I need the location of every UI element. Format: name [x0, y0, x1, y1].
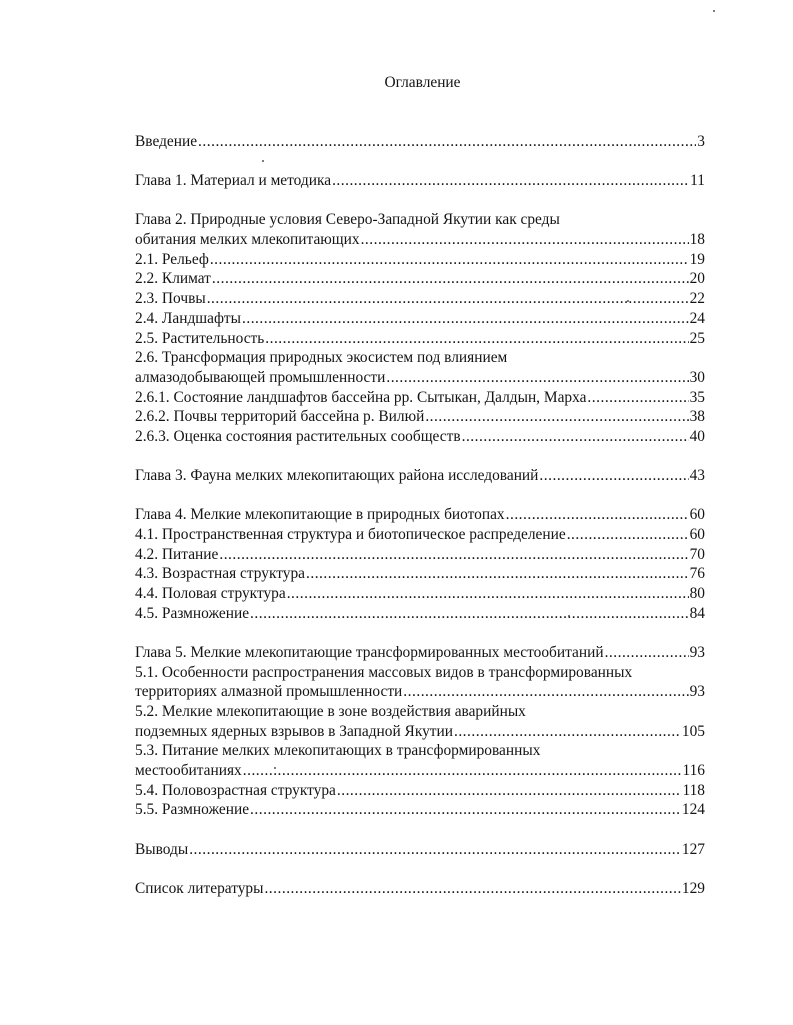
- toc-page-number: 20: [689, 270, 705, 288]
- toc-entry-text: Глава 2. Природные условия Северо-Западной Якутии как среды: [135, 211, 560, 229]
- toc-entry-text: 2.6. Трансформация природных экосистем под влиянием: [135, 349, 508, 367]
- toc-dot-leader: [306, 564, 689, 584]
- toc-page-number: 60: [689, 506, 705, 524]
- toc-entry-text: 4.2. Питание: [135, 545, 219, 563]
- toc-dot-leader: [207, 289, 689, 309]
- toc-page-number: 93: [689, 683, 705, 701]
- toc-entry-text: 5.3. Питание мелких млекопитающих в трансформированных: [135, 742, 541, 760]
- toc-dot-leader: [219, 545, 688, 565]
- toc-entry: [135, 132, 705, 152]
- section-gap: [135, 152, 705, 172]
- toc-page-number: 19: [689, 250, 705, 268]
- toc-entry-text: 5.1. Особенности распространения массовых видов в трансформированных: [135, 663, 633, 681]
- toc-entry-text: Список литературы: [135, 879, 264, 897]
- toc-page-number: 129: [681, 879, 705, 897]
- toc-entry-text: Выводы: [135, 840, 189, 858]
- toc-page-number: 3: [697, 133, 705, 150]
- toc-entry: [135, 388, 705, 408]
- section-gap: [135, 447, 705, 467]
- toc-entry-text: 2.6.1. Состояние ландшафтов бассейна рр. Сытыкан, Далдын, Марха: [135, 388, 587, 406]
- toc-page-number: 116: [682, 762, 705, 780]
- toc-page-number: 43: [689, 467, 705, 485]
- toc-entry: [135, 663, 705, 683]
- toc-entry: [135, 702, 705, 722]
- toc-page-number: 60: [689, 526, 705, 543]
- toc-dot-leader: [506, 505, 689, 525]
- toc-page-number: 127: [681, 840, 705, 858]
- section-gap: [135, 623, 705, 643]
- toc-entry-text: 2.1. Рельеф: [135, 250, 209, 268]
- toc-entry: [135, 348, 705, 368]
- toc-page-number: 22: [689, 290, 705, 308]
- toc-dot-leader: [425, 407, 688, 427]
- toc-page-number: 84: [689, 604, 705, 622]
- toc-page-number: 80: [689, 585, 705, 603]
- toc-dot-leader: [250, 800, 681, 820]
- toc-entry: [135, 466, 705, 486]
- toc-dot-leader: [264, 879, 680, 899]
- toc-entry: [135, 840, 705, 860]
- toc-dot-leader: [210, 250, 689, 270]
- toc-entry-text: Глава 4. Мелкие млекопитающие в природных биотопах: [135, 506, 505, 524]
- scan-speck: [274, 767, 276, 769]
- scan-speck: [568, 615, 570, 617]
- toc-entry-text: 2.5. Растительность: [135, 329, 265, 347]
- toc-entry: [135, 525, 705, 545]
- scan-speck: [627, 300, 629, 302]
- toc-dot-leader: [454, 722, 681, 742]
- toc-entry-text: 2.4. Ландшафты: [135, 309, 241, 327]
- toc-page-number: 40: [689, 427, 705, 445]
- toc-entry-text: 4.5. Размножение: [135, 604, 250, 622]
- toc-entry: [135, 309, 705, 329]
- toc-dot-leader: [605, 643, 689, 663]
- toc-dot-leader: [242, 309, 689, 329]
- toc-entry: [135, 368, 705, 388]
- toc-page-number: 30: [689, 368, 705, 386]
- toc-entry: [135, 210, 705, 230]
- toc-entry-text: 4.4. Половая структура: [135, 585, 286, 603]
- toc-page-number: 70: [689, 545, 705, 563]
- toc-dot-leader: [567, 525, 689, 545]
- toc-dot-leader: [243, 761, 682, 781]
- toc-entry-text: подземных ядерных взрывов в Западной Якутии: [135, 722, 453, 740]
- toc-page-number: 105: [681, 722, 705, 740]
- toc-entry: [135, 584, 705, 604]
- toc-page-number: 35: [689, 388, 705, 406]
- toc-entry-text: 2.6.3. Оценка состояния растительных сообществ: [135, 427, 461, 445]
- toc-dot-leader: [587, 388, 688, 408]
- toc-dot-leader: [539, 466, 688, 486]
- toc-entry: [135, 427, 705, 447]
- toc-dot-leader: [332, 171, 689, 191]
- section-gap: [135, 859, 705, 879]
- toc-entry-text: Введение: [135, 133, 198, 150]
- toc-entry: [135, 250, 705, 270]
- toc-entry-text: местообитаниях: [135, 762, 242, 780]
- toc-entry-text: 2.2. Климат: [135, 270, 211, 288]
- toc-entry-text: 5.2. Мелкие млекопитающие в зоне воздействия аварийных: [135, 703, 526, 720]
- toc-dot-leader: [287, 584, 689, 604]
- toc-page-number: 18: [689, 231, 705, 249]
- toc-dot-leader: [250, 604, 689, 624]
- toc-entry: [135, 289, 705, 309]
- toc-dot-leader: [212, 269, 689, 289]
- toc-dot-leader: [198, 132, 696, 152]
- toc-entry: [135, 800, 705, 820]
- table-of-contents: [135, 132, 705, 899]
- toc-entry-text: Глава 1. Материал и методика: [135, 172, 332, 190]
- toc-entry-text: 5.5. Размножение: [135, 801, 250, 819]
- toc-entry: [135, 407, 705, 427]
- toc-page-number: 24: [689, 309, 705, 327]
- toc-entry-text: Глава 3. Фауна мелких млекопитающих района исследований: [135, 467, 539, 485]
- toc-dot-leader: [403, 682, 688, 702]
- toc-dot-leader: [265, 329, 688, 349]
- toc-entry-text: 2.3. Почвы: [135, 290, 206, 308]
- toc-entry: [135, 781, 705, 801]
- toc-entry: [135, 329, 705, 349]
- toc-entry: [135, 230, 705, 250]
- toc-entry-text: 4.3. Возрастная структура: [135, 565, 306, 583]
- page-title: Оглавление: [384, 74, 461, 91]
- toc-entry-text: 4.1. Пространственная структура и биотопическое распределение: [135, 526, 566, 543]
- toc-entry: [135, 171, 705, 191]
- section-gap: [135, 191, 705, 211]
- toc-entry: [135, 761, 705, 781]
- section-gap: [135, 820, 705, 840]
- toc-entry: [135, 564, 705, 584]
- toc-entry: [135, 879, 705, 899]
- toc-page-number: 118: [682, 781, 705, 799]
- toc-entry-text: 2.6.2. Почвы территорий бассейна р. Вилюй: [135, 408, 425, 426]
- toc-dot-leader: [361, 230, 689, 250]
- toc-dot-leader: [337, 781, 682, 801]
- toc-entry-text: обитания мелких млекопитающих: [135, 231, 360, 249]
- toc-page-number: 124: [681, 801, 705, 819]
- toc-entry-text: Глава 5. Мелкие млекопитающие трансформированных местообитаний: [135, 643, 604, 661]
- toc-dot-leader: [386, 368, 688, 388]
- toc-entry: [135, 741, 705, 761]
- toc-entry-text: алмазодобывающей промышленности: [135, 368, 386, 386]
- toc-entry: [135, 505, 705, 525]
- toc-dot-leader: [189, 840, 681, 860]
- section-gap: [135, 486, 705, 506]
- toc-page-number: 25: [689, 329, 705, 347]
- toc-entry: [135, 269, 705, 289]
- toc-page-number: 93: [689, 643, 705, 661]
- toc-entry: [135, 604, 705, 624]
- scan-speck: [713, 10, 715, 12]
- toc-entry: [135, 545, 705, 565]
- toc-page-number: 11: [690, 172, 705, 190]
- scan-speck: [262, 160, 264, 162]
- toc-entry-text: 5.4. Половозрастная структура: [135, 781, 336, 799]
- toc-page-number: 38: [689, 408, 705, 426]
- toc-page-number: 76: [689, 565, 705, 583]
- toc-entry: [135, 643, 705, 663]
- toc-entry-text: территориях алмазной промышленности: [135, 683, 403, 701]
- toc-entry: [135, 682, 705, 702]
- toc-dot-leader: [462, 427, 689, 447]
- toc-entry: [135, 722, 705, 742]
